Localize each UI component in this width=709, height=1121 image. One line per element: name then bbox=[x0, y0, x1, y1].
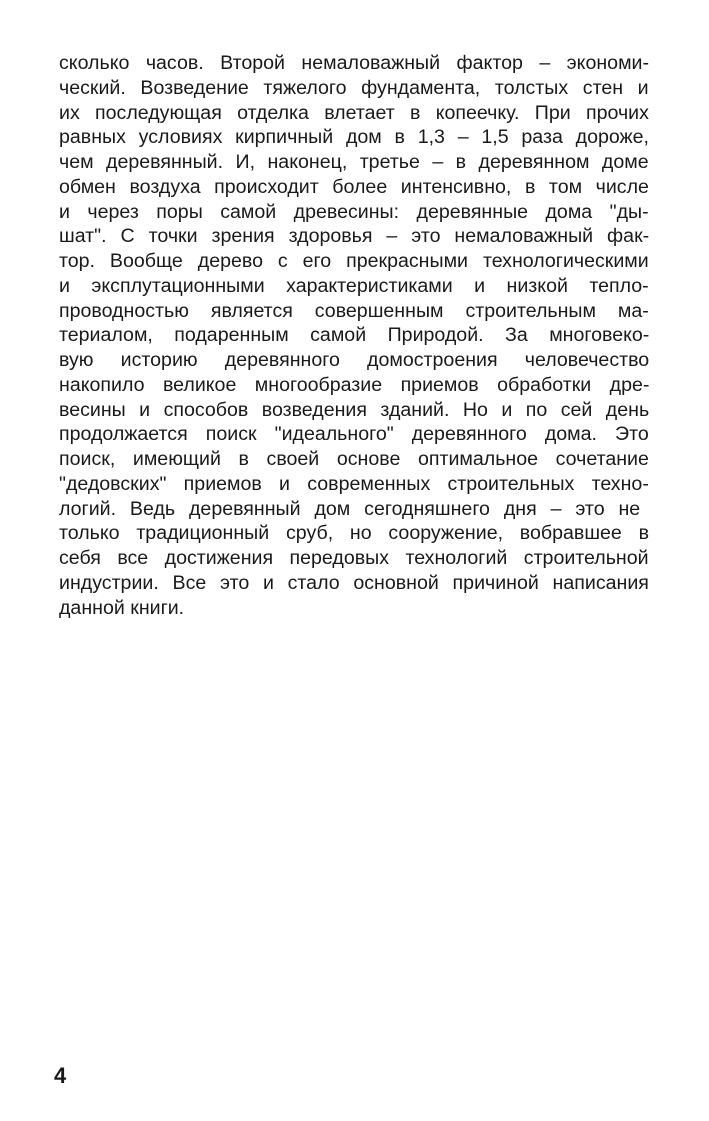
text-line: накопило великое многообразие приемов обработки дре- bbox=[59, 373, 650, 396]
text-line: продолжается поиск "идеального" деревянного дома. Это bbox=[59, 423, 649, 446]
text-line: и эксплутационными характеристиками и низкой тепло- bbox=[59, 274, 649, 297]
text-line: их последующая отделка влетает в копеечку. При прочих bbox=[59, 101, 649, 124]
text-line: вую историю деревянного домостроения человечество bbox=[59, 349, 650, 371]
text-line: сколько часов. Второй немаловажный фактор – экономи- bbox=[59, 52, 650, 74]
text-line: тор. Вообще дерево с его прекрасными технологическими bbox=[59, 250, 649, 272]
text-line: поиск, имеющий в своей основе оптимальное сочетание bbox=[59, 448, 649, 470]
text-line: ческий. Возведение тяжелого фундамента, толстых стен и bbox=[59, 76, 649, 99]
text-line: себя все достижения передовых технологий строительной bbox=[59, 547, 649, 569]
text-line: весины и способов возведения зданий. Но и по сей день bbox=[59, 398, 650, 421]
text-line: и через поры самой древесины: деревянные дома "ды- bbox=[59, 200, 649, 223]
text-line: только традиционный сруб, но сооружение, вобравшее в bbox=[59, 522, 650, 545]
text-line: чем деревянный. И, наконец, третье – в деревянном доме bbox=[59, 151, 649, 173]
text-line: логий. Ведь деревянный дом сегодняшнего дня – это не bbox=[59, 497, 641, 520]
text-line: териалом, подаренным самой Природой. За многовеко- bbox=[59, 324, 650, 347]
text-line: проводностью является совершенным строительным ма- bbox=[59, 299, 649, 322]
text-line: шат". С точки зрения здоровья – это немаловажный фак- bbox=[59, 225, 650, 248]
page-number: 4 bbox=[54, 1063, 67, 1088]
text-line: индустрии. Все это и стало основной причиной написания bbox=[59, 571, 649, 594]
text-line: "дедовских" приемов и современных строительных техно- bbox=[59, 472, 649, 495]
text-line-last: данной книги. bbox=[59, 596, 185, 619]
body-paragraph bbox=[59, 51, 649, 620]
text-line: равных условиях кирпичный дом в 1,3 – 1,5 раза дороже, bbox=[59, 126, 649, 149]
text-line: обмен воздуха происходит более интенсивно, в том числе bbox=[59, 175, 649, 198]
